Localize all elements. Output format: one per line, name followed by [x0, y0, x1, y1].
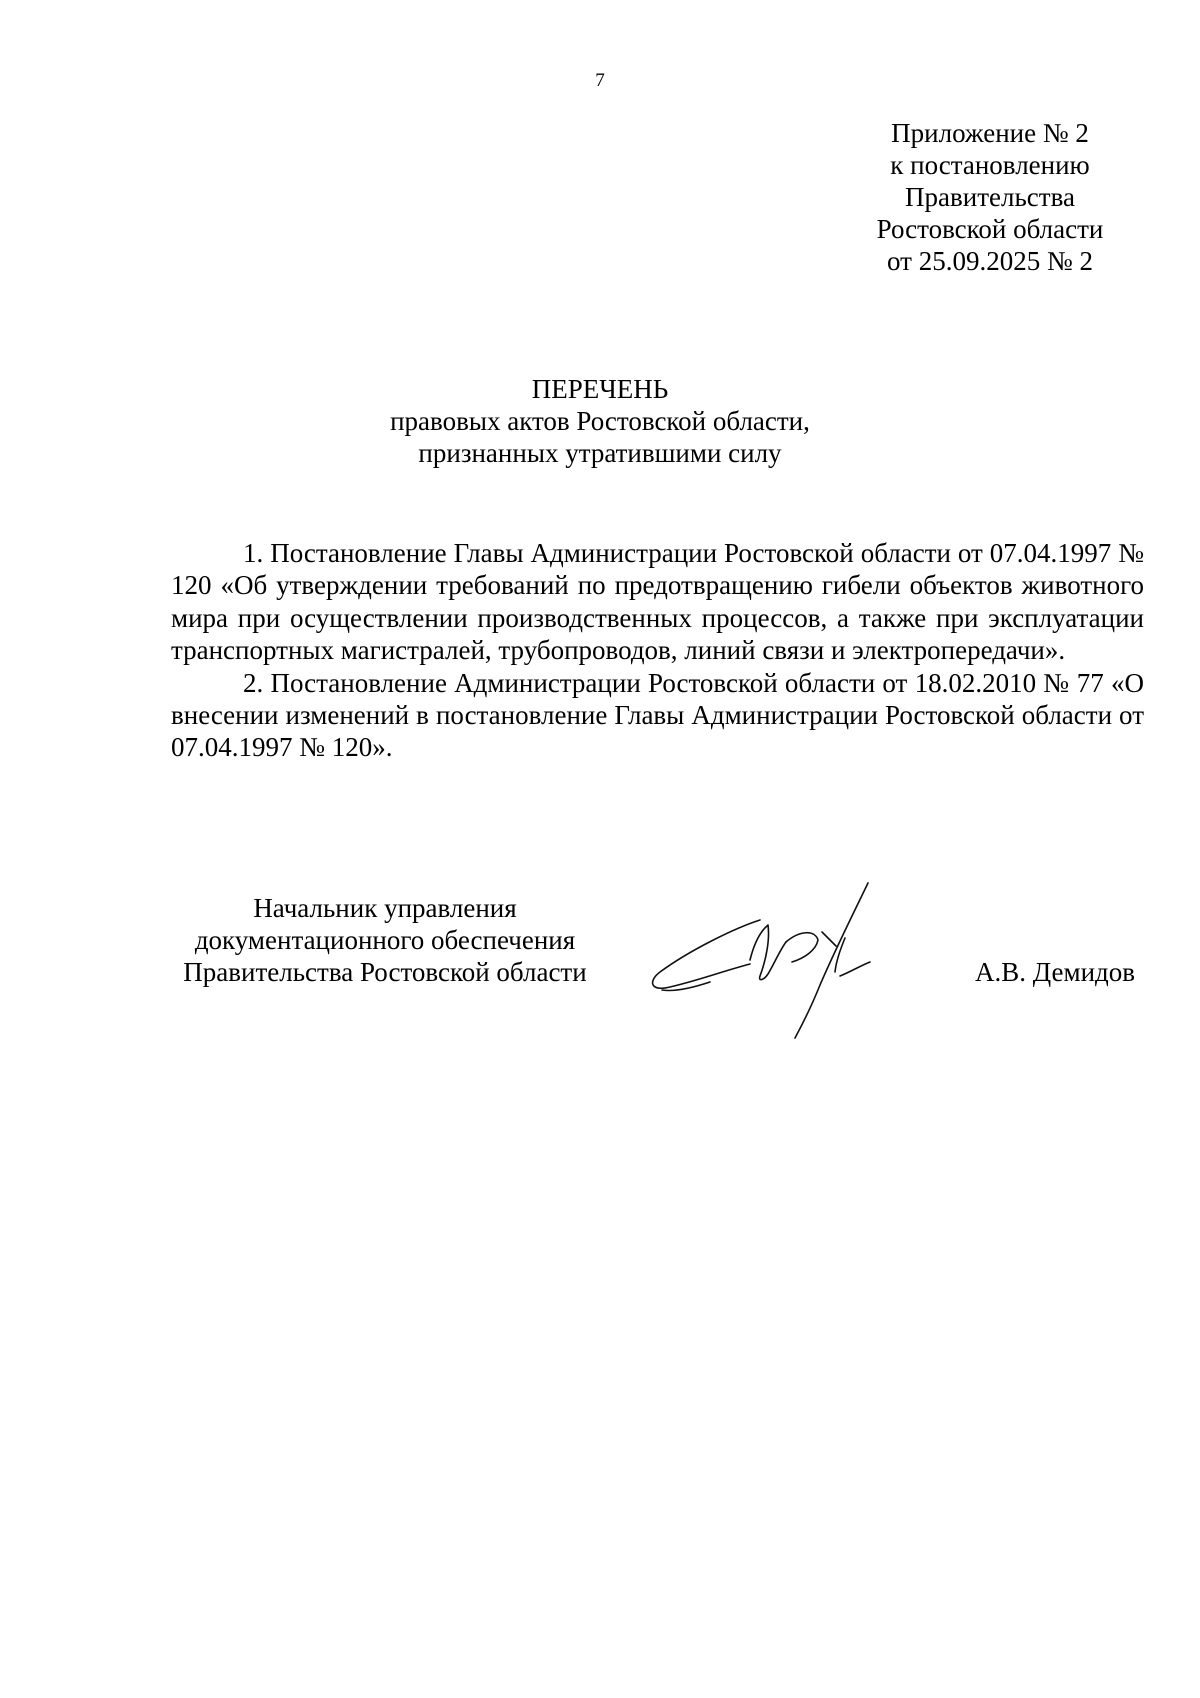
title-subline: правовых актов Ростовской области, [390, 406, 810, 436]
signer-position-line: документационного обеспечения [194, 925, 576, 955]
title-heading: ПЕРЕЧЕНЬ [531, 374, 669, 404]
title-subline: признанных утратившими силу [418, 438, 782, 468]
signer-position [160, 892, 610, 988]
appendix-line: Ростовской области [876, 214, 1104, 244]
list-item: 2. Постановление Администрации Ростовской области от 18.02.2010 № 77 «О внесении изменений в постановление Главы Администрации Ростовской области от 07.04.1997 № 120». [171, 667, 1144, 763]
acts-list [171, 537, 1144, 764]
page-number: 7 [595, 70, 605, 91]
signer-position-line: Правительства Ростовской области [183, 957, 587, 987]
list-item: 1. Постановление Главы Администрации Ростовской области от 07.04.1997 № 120 «Об утверждении требований по предотвращению гибели объектов животного мира при осуществлении производственных процессов, а также при эксплуатации транспортных магистралей, трубопроводов, линий связи и электропередачи». [171, 538, 1144, 666]
signer-name: А.В. Демидов [975, 957, 1136, 987]
document-title [0, 373, 1200, 469]
appendix-line: Правительства [905, 182, 1075, 212]
appendix-line: от 25.09.2025 № 2 [887, 246, 1093, 276]
signer-position-line: Начальник управления [253, 893, 517, 923]
handwritten-signature [640, 880, 960, 1050]
appendix-line: Приложение № 2 [891, 118, 1089, 148]
appendix-header [840, 117, 1140, 277]
appendix-line: к постановлению [890, 150, 1090, 180]
